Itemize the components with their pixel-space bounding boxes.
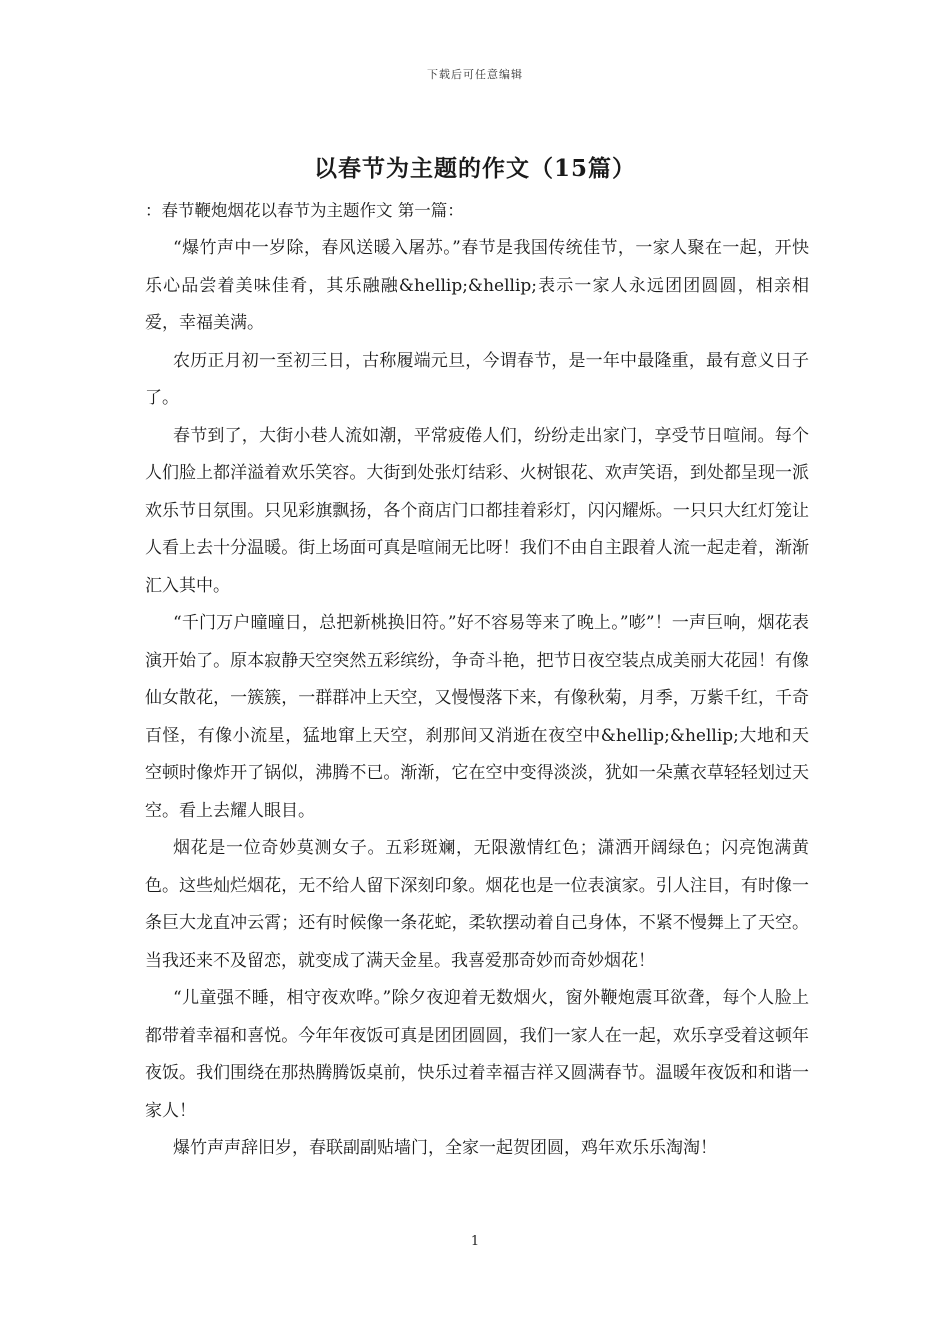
paragraph: “儿童强不睡，相守夜欢哗。”除夕夜迎着无数烟火，窗外鞭炮震耳欲聋，每个人脸上都带着幸福和喜悦。今年年夜饭可真是团团圆圆，我们一家人在一起，欢乐享受着这顿年夜饭。我们围绕在那热腾腾饭桌前，快乐过着幸福吉祥又圆满春节。温暖年夜饭和和谐一家人！ <box>145 988 809 1121</box>
paragraph: “爆竹声中一岁除，春风送暖入屠苏。”春节是我国传统佳节，一家人聚在一起，开快乐心品尝着美味佳肴，其乐融融&hellip;&hellip;表示一家人永远团团圆圆，相亲相爱，幸福美满。 <box>145 238 809 333</box>
document-body <box>145 196 809 1168</box>
paragraph: 烟花是一位奇妙莫测女子。五彩斑斓，无限激情红色；潇洒开阔绿色；闪亮饱满黄色。这些灿烂烟花，无不给人留下深刻印象。烟花也是一位表演家。引人注目，有时像一条巨大龙直冲云霄；还有时候像一条花蛇，柔软摆动着自己身体，不紧不慢舞上了天空。当我还来不及留恋，就变成了满天金星。我喜爱那奇妙而奇妙烟花！ <box>145 838 809 971</box>
paragraph: “千门万户曈曈日，总把新桃换旧符。”好不容易等来了晚上。”嘭”！一声巨响，烟花表演开始了。原本寂静天空突然五彩缤纷，争奇斗艳，把节日夜空装点成美丽大花园！有像仙女散花，一簇簇，一群群冲上天空，又慢慢落下来，有像秋菊，月季，万紫千红，千奇百怪，有像小流星，猛地窜上天空，刹那间又消逝在夜空中&hellip;&hellip;大地和天空顿时像炸开了锅似，沸腾不已。渐渐，它在空中变得淡淡，犹如一朵薰衣草轻轻划过天空。看上去耀人眼目。 <box>145 613 809 821</box>
paragraph: 爆竹声声辞旧岁，春联副副贴墙门，全家一起贺团圆，鸡年欢乐乐淘淘！ <box>173 1138 717 1158</box>
paragraph: 农历正月初一至初三日，古称履端元旦，今谓春节，是一年中最隆重，最有意义日子了。 <box>145 350 809 408</box>
page-number: 1 <box>470 1234 480 1249</box>
document-title: 以春节为主题的作文（15篇） <box>313 155 636 182</box>
paragraph: 春节到了，大街小巷人流如潮，平常疲倦人们，纷纷走出家门，享受节日喧闹。每个人们脸上都洋溢着欢乐笑容。大街到处张灯结彩、火树银花、欢声笑语，到处都呈现一派欢乐节日氛围。只见彩旗飘扬，各个商店门口都挂着彩灯，闪闪耀烁。一只只大红灯笼让人看上去十分温暖。街上场面可真是喧闹无比呀！我们不由自主跟着人流一起走着，渐渐汇入其中。 <box>145 425 809 596</box>
intro-line: ：春节鞭炮烟花以春节为主题作文 第一篇： <box>145 201 464 220</box>
header-note: 下载后可任意编辑 <box>427 68 523 81</box>
